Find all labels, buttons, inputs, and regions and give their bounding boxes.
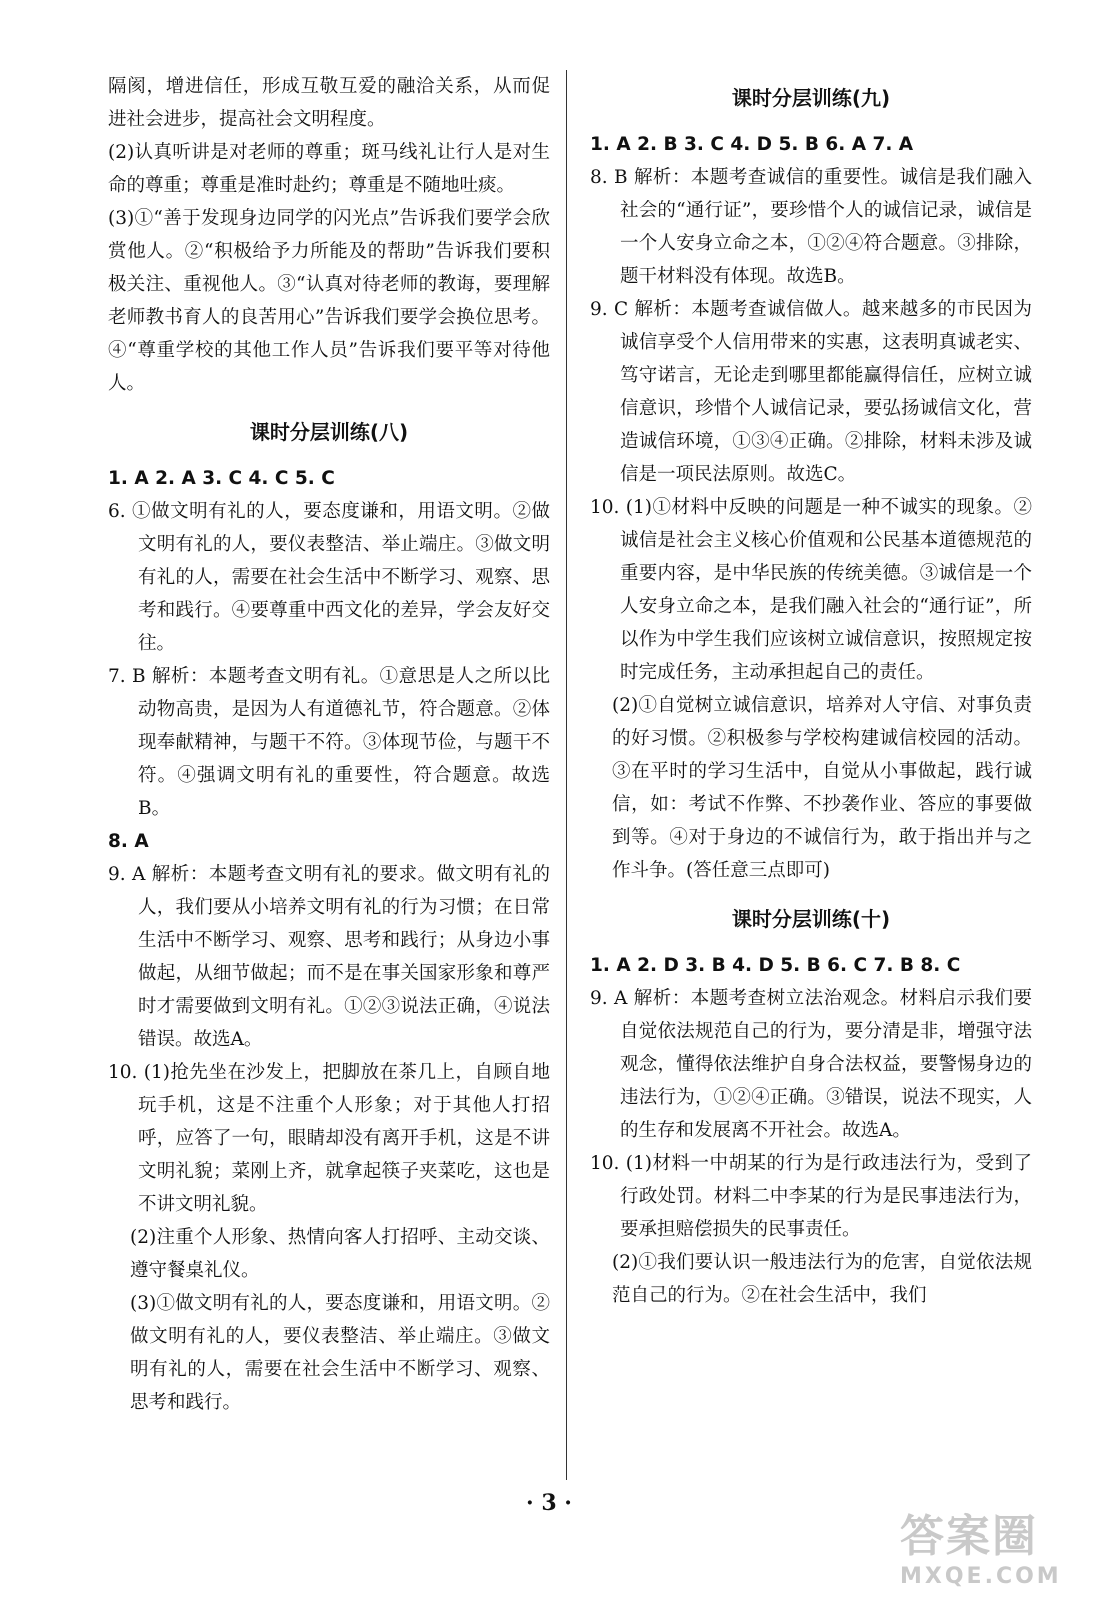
- answer-7: 7. B 解析：本题考查文明有礼。①意思是人之所以比动物高贵，是因为人有道德礼节，符合题意。②体现奉献精神，与题干不符。③体现节俭，与题干不符。④强调文明有礼的重要性，符合题意。故选B。: [108, 666, 550, 819]
- intro-paragraph-1: 隔阂，增进信任，形成互敬互爱的融洽关系，从而促进社会进步，提高社会文明程度。: [108, 76, 550, 130]
- answer-10-part-2: (2)注重个人形象、热情向客人打招呼、主动交谈、遵守餐桌礼仪。: [130, 1227, 550, 1281]
- watermark-text: 答案圈: [900, 1511, 1038, 1562]
- answer-9: 9. C 解析：本题考查诚信做人。越来越多的市民因为诚信享受个人信用带来的实惠，这表明真诚老实、笃守诺言，无论走到哪里都能赢得信任，应树立诚信意识，珍惜个人诚信记录，要弘扬诚信文化，营造诚信环境，①③④正确。②排除，材料未涉及诚信是一项民法原则。故选C。: [590, 299, 1032, 485]
- right-column: [590, 70, 1032, 1312]
- column-divider: [566, 70, 567, 1480]
- answer-10-part-1: 10. (1)抢先坐在沙发上，把脚放在茶几上，自顾自地玩手机，这是不注重个人形象；对于其他人打招呼，应答了一句，眼睛却没有离开手机，这是不讲文明礼貌；菜刚上齐，就拿起筷子夹菜吃，这也是不讲文明礼貌。: [108, 1062, 550, 1215]
- answers-1-8: 1. A 2. D 3. B 4. D 5. B 6. C 7. B 8. C: [590, 955, 961, 976]
- answer-6: 6. ①做文明有礼的人，要态度谦和，用语文明。②做文明有礼的人，要仪表整洁、举止端庄。③做文明有礼的人，需要在社会生活中不断学习、观察、思考和践行。④要尊重中西文化的差异，学会友好交往。: [108, 501, 550, 654]
- answer-10-part-3: (3)①做文明有礼的人，要态度谦和，用语文明。②做文明有礼的人，要仪表整洁、举止端庄。③做文明有礼的人，需要在社会生活中不断学习、观察、思考和践行。: [130, 1293, 550, 1413]
- answer-10-part-2: (2)①自觉树立诚信意识，培养对人守信、对事负责的好习惯。②积极参与学校构建诚信校园的活动。③在平时的学习生活中，自觉从小事做起，践行诚信，如：考试不作弊、不抄袭作业、答应的事要做到等。④对于身边的不诚信行为，敢于指出并与之作斗争。(答任意三点即可): [612, 695, 1032, 881]
- intro-paragraph-2: (2)认真听讲是对老师的尊重；斑马线礼让行人是对生命的尊重；尊重是准时赴约；尊重是不随地吐痰。: [108, 142, 550, 196]
- section-title-8: 课时分层训练(八): [249, 420, 409, 444]
- answer-9: 9. A 解析：本题考查树立法治观念。材料启示我们要自觉依法规范自己的行为，要分清是非，增强守法观念，懂得依法维护自身合法权益，要警惕身边的违法行为，①②④正确。③错误，说法不现实，人的生存和发展离不开社会。故选A。: [590, 988, 1032, 1141]
- section-title-9: 课时分层训练(九): [731, 86, 891, 110]
- answer-10-part-2: (2)①我们要认识一般违法行为的危害，自觉依法规范自己的行为。②在社会生活中，我们: [612, 1252, 1032, 1306]
- intro-paragraph-3: (3)①“善于发现身边同学的闪光点”告诉我们要学会欣赏他人。②“积极给予力所能及的帮助”告诉我们要积极关注、重视他人。③“认真对待老师的教诲，要理解老师教书育人的良苦用心”告诉我们要学会换位思考。④“尊重学校的其他工作人员”告诉我们要平等对待他人。: [108, 208, 550, 394]
- section-title-10: 课时分层训练(十): [731, 907, 891, 931]
- answer-8: 8. B 解析：本题考查诚信的重要性。诚信是我们融入社会的“通行证”，要珍惜个人的诚信记录，诚信是一个人安身立命之本，①②④符合题意。③排除，题干材料没有体现。故选B。: [590, 167, 1032, 287]
- page-number: · 3 ·: [526, 1490, 572, 1516]
- answers-1-5: 1. A 2. A 3. C 4. C 5. C: [108, 468, 335, 489]
- answer-10-part-1: 10. (1)材料一中胡某的行为是行政违法行为，受到了行政处罚。材料二中李某的行为是民事违法行为，要承担赔偿损失的民事责任。: [590, 1153, 1032, 1240]
- left-column: [108, 70, 550, 1419]
- answer-8: 8. A: [108, 831, 149, 852]
- watermark-logo: [900, 1500, 1070, 1590]
- answer-10-part-1: 10. (1)①材料中反映的问题是一种不诚实的现象。②诚信是社会主义核心价值观和公民基本道德规范的重要内容，是中华民族的传统美德。③诚信是一个人安身立命之本，是我们融入社会的“通行证”，所以作为中学生我们应该树立诚信意识，按照规定按时完成任务，主动承担起自己的责任。: [590, 497, 1032, 683]
- answer-9: 9. A 解析：本题考查文明有礼的要求。做文明有礼的人，我们要从小培养文明有礼的行为习惯；在日常生活中不断学习、观察、思考和践行；从身边小事做起，从细节做起；而不是在事关国家形象和尊严时才需要做到文明有礼。①②③说法正确，④说法错误。故选A。: [108, 864, 550, 1050]
- answers-1-7: 1. A 2. B 3. C 4. D 5. B 6. A 7. A: [590, 134, 914, 155]
- watermark-url: MXQE.COM: [900, 1564, 1062, 1589]
